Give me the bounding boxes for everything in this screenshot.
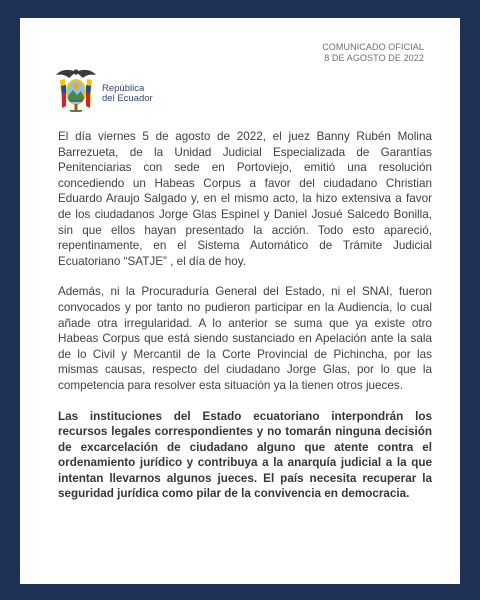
coat-of-arms-icon: [54, 66, 98, 114]
logo-line-1: República: [102, 83, 145, 94]
communique-date: 8 DE AGOSTO DE 2022: [324, 53, 424, 63]
communique-label: COMUNICADO OFICIAL: [322, 42, 424, 52]
paragraph-3-statement: Las instituciones del Estado ecuatoriano interpondrán los recursos legales correspondientes y no tomarán ninguna decisión de excarcelación de ciudadano alguno que atente contra el ordenamiento jurídico y contribuya a la anarquía judicial a la que intentan llevarnos algunos jueces. El país necesita recuperar la seguridad jurídica como pilar de la convivencia en democracia.: [58, 409, 432, 501]
communique-body: [58, 129, 432, 517]
government-logo: [54, 66, 174, 114]
logo-wordmark: [102, 84, 153, 104]
paragraph-2: Además, ni la Procuraduría General del Estado, ni el SNAI, fueron convocados y por tanto no pudieron participar en la Audiencia, lo cual añade otra irregularidad. A lo anterior se suma que ya existe otro Habeas Corpus que está siendo sustanciado en Apelación ante la sala de lo Civil y Mercantil de la Corte Provincial de Pichincha, por las mismas causas, respecto del ciudadano Jorge Glas, por lo que la competencia para resolver esta situación ya la tienen otros jueces.: [58, 285, 432, 392]
paragraph-1: El día viernes 5 de agosto de 2022, el juez Banny Rubén Molina Barrezueta, de la Unidad Judicial Especializada de Garantías Penitenciarias con sede en Portoviejo, emitió una resolución concediendo un Habeas Corpus a favor del ciudadano Christian Eduardo Araujo Salgado y, en el mismo acto, la hizo extensiva a favor de los ciudadanos Jorge Glas Espinel y Daniel Josué Salcedo Bonilla, sin que ellos hayan presentado la acción. Todo esto apareció, repentinamente, en el Sistema Automático de Trámite Judicial Ecuatoriano “SATJE” , el día de hoy.: [58, 130, 432, 268]
communique-page: [20, 18, 460, 584]
logo-line-2: del Ecuador: [102, 93, 153, 104]
communique-header: [322, 42, 424, 64]
